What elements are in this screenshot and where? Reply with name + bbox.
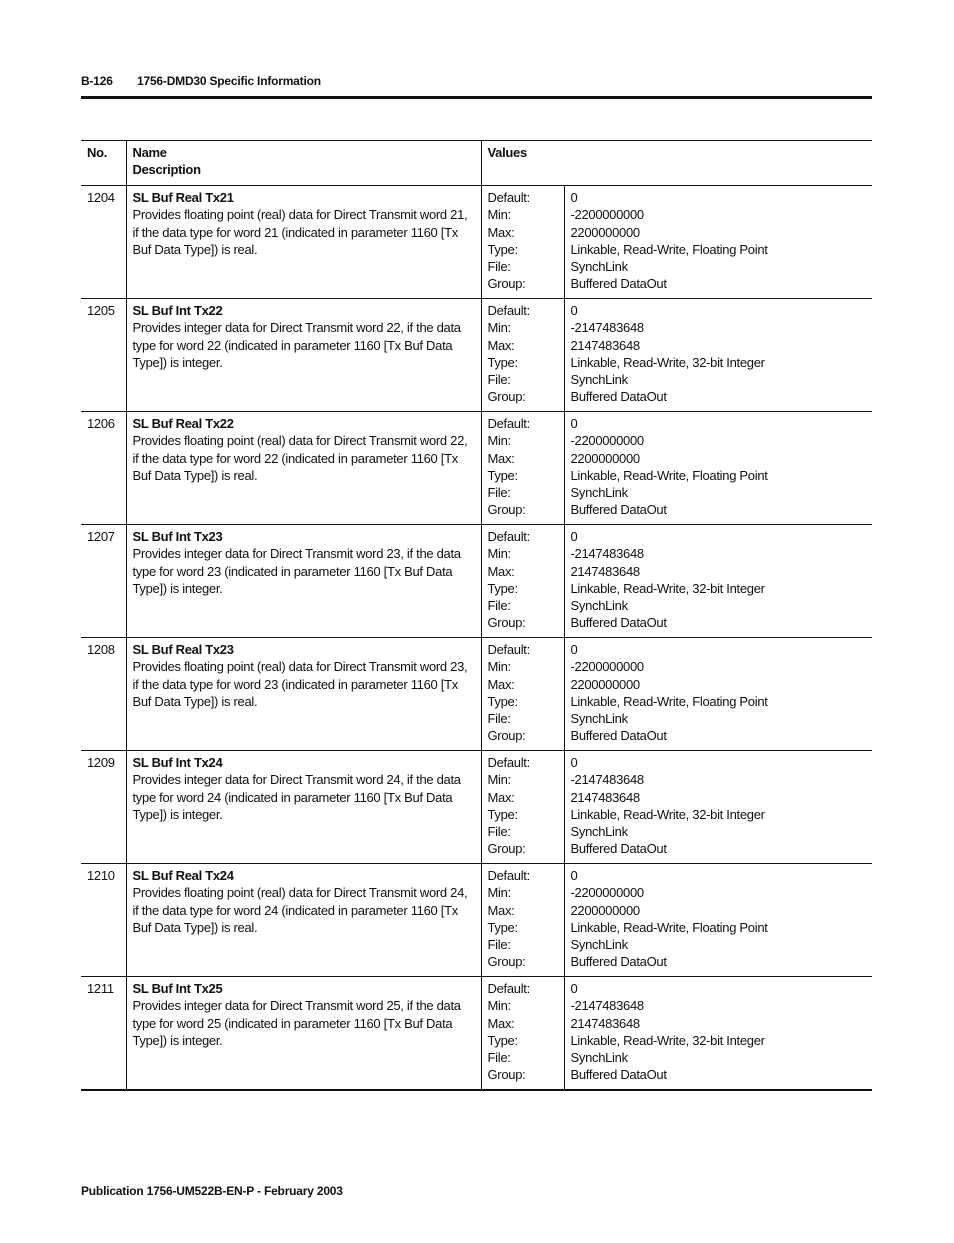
value-label: Group: [487, 1067, 526, 1083]
parameter-number: 1204 [81, 186, 126, 299]
value-label: Min: [487, 207, 511, 223]
page-number: B-126 [81, 74, 113, 88]
value-labels-cell [481, 299, 564, 412]
value-label: Min: [487, 772, 511, 788]
parameter-number: 1210 [81, 864, 126, 977]
value-label: Max: [487, 789, 515, 805]
parameter-value: 0 [570, 755, 578, 770]
value-labels-cell [481, 525, 564, 638]
value-label: Min: [487, 433, 511, 449]
table-row [81, 299, 872, 412]
value-label: Default: [487, 755, 530, 770]
parameter-description: Provides integer data for Direct Transmit word 22, if the data type for word 22 (indicated in parameter 1160 [Tx Buf Data Type]) is integer. [132, 320, 461, 370]
parameter-name: SL Buf Int Tx24 [132, 755, 223, 770]
value-label: Default: [487, 190, 530, 205]
parameter-rows [81, 186, 872, 1090]
section-title: 1756-DMD30 Specific Information [137, 74, 321, 88]
parameter-value: SynchLink [570, 372, 628, 388]
table-row [81, 638, 872, 751]
parameter-value: 0 [570, 981, 578, 996]
parameter-value: 2200000000 [570, 450, 640, 466]
value-label: Group: [487, 276, 526, 292]
parameter-description: Provides floating point (real) data for Direct Transmit word 21, if the data type for word 21 (indicated in parameter 1160 [Tx Buf Data Type]) is real. [132, 207, 468, 257]
parameter-value: SynchLink [570, 824, 628, 840]
values-cell [564, 186, 872, 299]
parameter-name-cell [126, 299, 481, 412]
values-cell [564, 751, 872, 864]
page-header [81, 74, 321, 88]
value-label: Max: [487, 337, 515, 353]
parameter-description: Provides floating point (real) data for Direct Transmit word 22, if the data type for word 22 (indicated in parameter 1160 [Tx Buf Data Type]) is real. [132, 433, 468, 483]
value-label: Min: [487, 885, 511, 901]
publication-footer: Publication 1756-UM522B-EN-P - February 2003 [81, 1184, 343, 1198]
values-cell [564, 864, 872, 977]
table-header-row [81, 141, 872, 186]
parameter-value: Linkable, Read-Write, 32-bit Integer [570, 354, 765, 370]
value-label: File: [487, 598, 511, 614]
parameter-value: 2200000000 [570, 676, 640, 692]
parameter-description: Provides floating point (real) data for Direct Transmit word 23, if the data type for word 23 (indicated in parameter 1160 [Tx Buf Data Type]) is real. [132, 659, 468, 709]
parameter-name-cell [126, 525, 481, 638]
parameter-description: Provides integer data for Direct Transmit word 23, if the data type for word 23 (indicated in parameter 1160 [Tx Buf Data Type]) is integer. [132, 546, 461, 596]
value-label: Default: [487, 868, 530, 883]
parameter-name: SL Buf Int Tx22 [132, 303, 223, 318]
parameter-number: 1205 [81, 299, 126, 412]
parameter-value: 0 [570, 416, 578, 431]
value-label: Type: [487, 467, 518, 483]
parameter-name-cell [126, 864, 481, 977]
parameter-name-cell [126, 638, 481, 751]
value-label: Type: [487, 693, 518, 709]
value-label: Max: [487, 1015, 515, 1031]
value-label: Max: [487, 224, 515, 240]
parameter-number: 1207 [81, 525, 126, 638]
parameter-table [81, 140, 872, 1091]
value-label: Type: [487, 580, 518, 596]
parameter-value: -2200000000 [570, 207, 644, 223]
value-label: Type: [487, 919, 518, 935]
value-label: Min: [487, 998, 511, 1014]
value-label: Default: [487, 303, 530, 318]
column-header-name-label: Name [132, 145, 167, 160]
value-label: Min: [487, 320, 511, 336]
parameter-value: -2147483648 [570, 772, 644, 788]
value-labels-cell [481, 751, 564, 864]
value-labels-cell [481, 977, 564, 1090]
parameter-value: Buffered DataOut [570, 1067, 667, 1083]
value-label: Default: [487, 981, 530, 996]
parameter-value: Buffered DataOut [570, 615, 667, 631]
parameter-value: -2200000000 [570, 659, 644, 675]
parameter-name-cell [126, 751, 481, 864]
parameter-value: 2147483648 [570, 337, 640, 353]
value-label: Group: [487, 615, 526, 631]
value-label: Min: [487, 659, 511, 675]
table-row [81, 525, 872, 638]
parameter-value: -2200000000 [570, 433, 644, 449]
parameter-value: 2147483648 [570, 563, 640, 579]
value-label: File: [487, 711, 511, 727]
parameter-description: Provides floating point (real) data for Direct Transmit word 24, if the data type for word 24 (indicated in parameter 1160 [Tx Buf Data Type]) is real. [132, 885, 468, 935]
parameter-description: Provides integer data for Direct Transmit word 25, if the data type for word 25 (indicated in parameter 1160 [Tx Buf Data Type]) is integer. [132, 998, 461, 1048]
value-label: Max: [487, 450, 515, 466]
values-cell [564, 525, 872, 638]
value-label: Default: [487, 416, 530, 431]
parameter-name: SL Buf Int Tx23 [132, 529, 223, 544]
parameter-value: Buffered DataOut [570, 728, 667, 744]
table-row [81, 412, 872, 525]
parameter-value: 0 [570, 642, 578, 657]
parameter-name: SL Buf Real Tx24 [132, 868, 234, 883]
value-labels-cell [481, 638, 564, 751]
value-labels-cell [481, 412, 564, 525]
value-label: Group: [487, 502, 526, 518]
parameter-value: SynchLink [570, 1050, 628, 1066]
parameter-value: Buffered DataOut [570, 502, 667, 518]
value-label: File: [487, 372, 511, 388]
table-row [81, 751, 872, 864]
column-header-description-label: Description [132, 162, 201, 178]
parameter-value: Buffered DataOut [570, 841, 667, 857]
parameter-name-cell [126, 412, 481, 525]
column-header-values: Values [481, 141, 872, 186]
parameter-value: Linkable, Read-Write, Floating Point [570, 919, 768, 935]
header-rule [81, 96, 872, 99]
parameter-number: 1208 [81, 638, 126, 751]
table-row [81, 977, 872, 1090]
value-label: Type: [487, 354, 518, 370]
table-row [81, 864, 872, 977]
values-cell [564, 412, 872, 525]
value-labels-cell [481, 864, 564, 977]
parameter-value: -2200000000 [570, 885, 644, 901]
parameter-name: SL Buf Real Tx22 [132, 416, 234, 431]
parameter-value: SynchLink [570, 259, 628, 275]
parameter-value: -2147483648 [570, 320, 644, 336]
parameter-value: Buffered DataOut [570, 276, 667, 292]
parameter-description: Provides integer data for Direct Transmit word 24, if the data type for word 24 (indicated in parameter 1160 [Tx Buf Data Type]) is integer. [132, 772, 461, 822]
value-label: Type: [487, 241, 518, 257]
parameter-number: 1209 [81, 751, 126, 864]
value-label: File: [487, 1050, 511, 1066]
value-label: Default: [487, 529, 530, 544]
parameter-number: 1211 [81, 977, 126, 1090]
parameter-value: 0 [570, 529, 578, 544]
value-label: Default: [487, 642, 530, 657]
table-row [81, 186, 872, 299]
parameter-value: 2147483648 [570, 1015, 640, 1031]
parameter-value: Linkable, Read-Write, 32-bit Integer [570, 1032, 765, 1048]
parameter-value: Linkable, Read-Write, Floating Point [570, 693, 768, 709]
value-label: Min: [487, 546, 511, 562]
parameter-value: Linkable, Read-Write, Floating Point [570, 467, 768, 483]
parameter-name-cell [126, 186, 481, 299]
parameter-value: SynchLink [570, 937, 628, 953]
parameter-value: SynchLink [570, 598, 628, 614]
parameter-value: 2200000000 [570, 902, 640, 918]
parameter-value: Linkable, Read-Write, Floating Point [570, 241, 768, 257]
value-label: Group: [487, 728, 526, 744]
parameter-value: Buffered DataOut [570, 389, 667, 405]
parameter-value: 2200000000 [570, 224, 640, 240]
values-cell [564, 977, 872, 1090]
value-label: File: [487, 259, 511, 275]
parameter-value: SynchLink [570, 711, 628, 727]
parameter-number: 1206 [81, 412, 126, 525]
value-label: Max: [487, 676, 515, 692]
parameter-value: Linkable, Read-Write, 32-bit Integer [570, 580, 765, 596]
value-label: File: [487, 937, 511, 953]
parameter-value: 0 [570, 190, 578, 205]
parameter-value: 0 [570, 868, 578, 883]
value-label: Group: [487, 954, 526, 970]
values-cell [564, 638, 872, 751]
parameter-value: -2147483648 [570, 546, 644, 562]
parameter-value: -2147483648 [570, 998, 644, 1014]
parameter-value: 0 [570, 303, 578, 318]
value-label: Group: [487, 389, 526, 405]
value-label: File: [487, 485, 511, 501]
value-labels-cell [481, 186, 564, 299]
column-header-name [126, 141, 481, 186]
parameter-name-cell [126, 977, 481, 1090]
value-label: Type: [487, 1032, 518, 1048]
value-label: Group: [487, 841, 526, 857]
value-label: Max: [487, 902, 515, 918]
value-label: File: [487, 824, 511, 840]
value-label: Max: [487, 563, 515, 579]
parameter-name: SL Buf Real Tx21 [132, 190, 234, 205]
values-cell [564, 299, 872, 412]
parameter-value: SynchLink [570, 485, 628, 501]
parameter-value: 2147483648 [570, 789, 640, 805]
parameter-value: Linkable, Read-Write, 32-bit Integer [570, 806, 765, 822]
parameter-name: SL Buf Real Tx23 [132, 642, 234, 657]
value-label: Type: [487, 806, 518, 822]
parameter-value: Buffered DataOut [570, 954, 667, 970]
parameter-name: SL Buf Int Tx25 [132, 981, 223, 996]
column-header-no: No. [81, 141, 126, 186]
